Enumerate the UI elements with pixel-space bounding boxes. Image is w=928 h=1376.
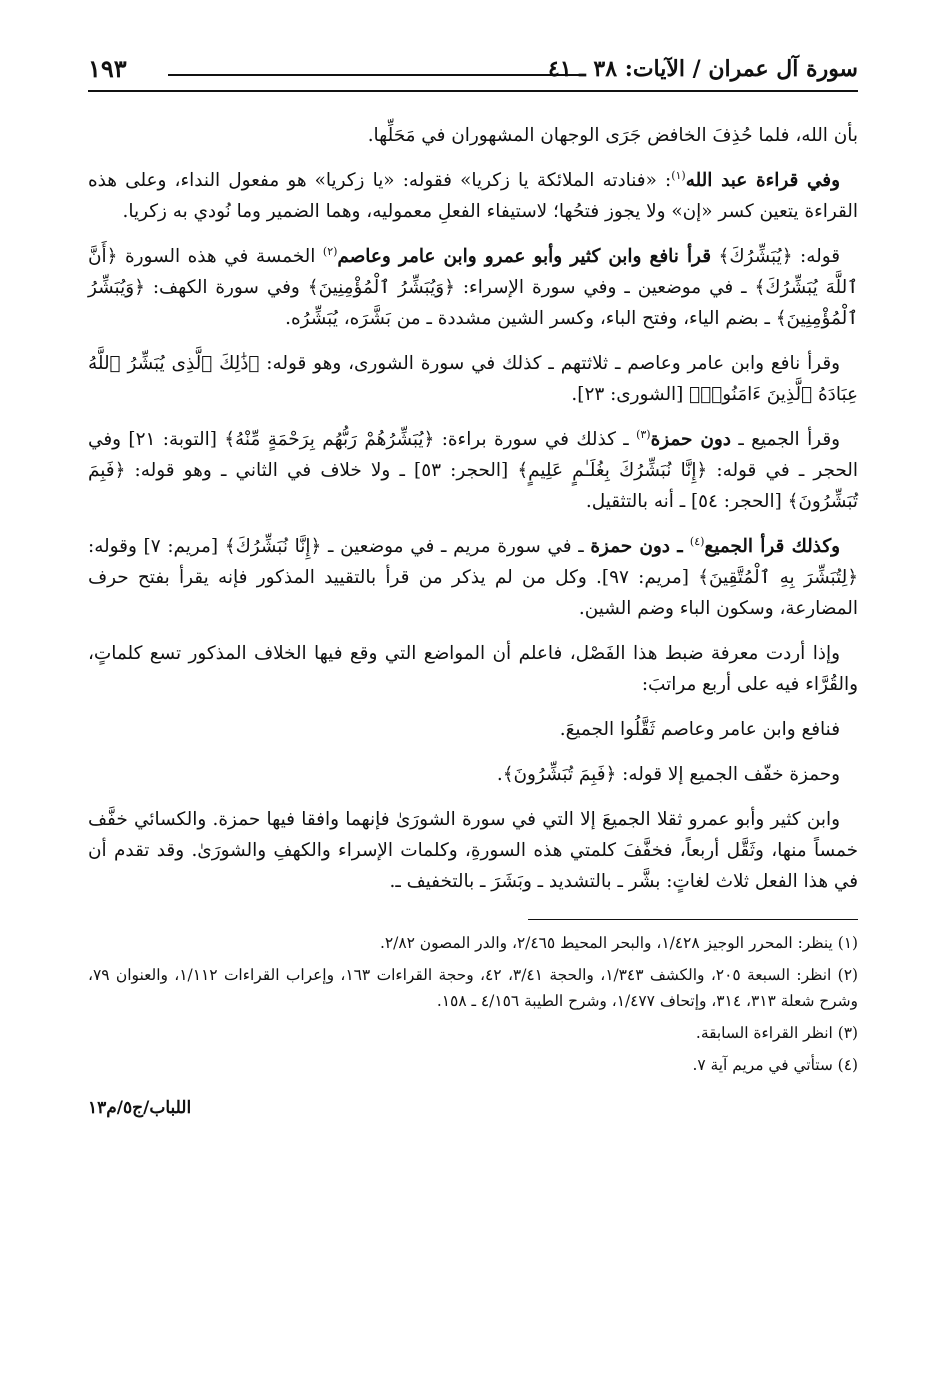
printer-signature: اللباب/ج٥/م١٣ — [88, 1098, 192, 1118]
paragraph-6-except: ـ دون حمزة — [590, 536, 690, 557]
footnote-divider — [528, 919, 858, 920]
header-rule — [168, 74, 586, 76]
paragraph-2 — [88, 165, 858, 227]
paragraph-3-text: الخمسة في هذه السورة ﴿أَنَّ ٱللَّهَ يُبَشِّرُكَ﴾ ـ في موضعين ـ وفي سورة الإسراء: ﴿وَيُبَشِّرُ ٱلْمُؤْمِنِينَ﴾ وفي سورة الكهف: ﴿وَيُبَشِّرُ ٱلْمُؤْمِنِينَ﴾ ـ بضم الياء، وفتح الباء، وكسر الشين مشددة ـ من بَشَّرَه، يُبَشِّرُه. — [88, 246, 858, 329]
footnote-3: (٣) انظر القراءة السابقة. — [695, 1024, 858, 1042]
paragraph-3 — [88, 241, 858, 334]
paragraph-6 — [88, 531, 858, 624]
paragraph-4: وقرأ نافع وابن عامر وعاصم ـ ثلاثتهم ـ كذلك في سورة الشورى، وهو قوله: ﴿ذَٰلِكَ ٱلَّذِى يُبَشِّرُ ٱللَّهُ عِبَادَهُ ٱلَّذِينَ ءَامَنُوا۟﴾ [الشورى: ٢٣]. — [88, 353, 858, 405]
footnote-ref-2: (٢) — [322, 244, 338, 258]
paragraph-2-lead: وفي قراءة عبد الله — [685, 170, 840, 191]
paragraph-6-text: ـ في سورة مريم ـ في موضعين ـ ﴿إِنَّا نُبَشِّرُكَ﴾ [مريم: ٧] وقوله: ﴿لِتُبَشِّرَ بِهِ ٱلْمُتَّقِينَ﴾ [مريم: ٩٧]. وكل من لم يذكر من قرأ بالتقييد المذكور فإنه يقرأ بفتح حرف المضارعة، وسكون الباء وضم الشين. — [88, 536, 858, 619]
paragraph-7: وإذا أردت معرفة ضبط هذا الفَصْل، فاعلم أن المواضع التي وقع فيها الخلاف المذكور تسع كلماتٍ، والقُرَّاء فيه على أربع مراتبَ: — [88, 643, 858, 695]
paragraph-2-text: : «فنادته الملائكة يا زكريا» فقوله: «يا زكريا» هو مفعول النداء، وعلى هذه القراءة يتعين كسر «إن» ولا يجوز فتحُها؛ لاستيفاء الفعلِ معموليه، وهما الضمير وما نُودي به زكريا. — [88, 170, 858, 222]
paragraph-5-except: دون حمزة — [650, 429, 731, 450]
page-number: ١٩٣ — [88, 54, 127, 83]
paragraph-5-text: ـ كذلك في سورة براءة: ﴿يُبَشِّرُهُمْ رَبُّهُم بِرَحْمَةٍ مِّنْهُ﴾ [التوبة: ٢١] وفي الحجر ـ في قوله: ﴿إِنَّا نُبَشِّرُكَ بِغُلَـٰمٍ عَلِيمٍ﴾ [الحجر: ٥٣] ـ ولا خلاف في الثاني ـ وهو قوله: ﴿فَبِمَ تُبَشِّرُونَ﴾ [الحجر: ٥٤] ـ أنه بالتثقيل. — [88, 429, 858, 512]
running-header — [88, 52, 858, 92]
paragraph-9: وحمزة خفّف الجميع إلا قوله: ﴿فَبِمَ تُبَشِّرُونَ﴾. — [496, 764, 840, 785]
footnote-ref-4: (٤) — [689, 534, 705, 548]
paragraph-3-quote: قوله: ﴿يُبَشِّرُكَ﴾ — [711, 246, 840, 267]
paragraph-5-lead: وقرأ الجميع ـ — [730, 429, 840, 450]
footnote-1: (١) ينظر: المحرر الوجيز ١/٤٢٨، والبحر المحيط ٢/٤٦٥، والدر المصون ٢/٨٢. — [379, 934, 858, 952]
paragraph-3-readers: قرأ نافع وابن كثير وأبو عمرو وابن عامر وعاصم — [337, 246, 711, 267]
main-text — [88, 120, 858, 897]
paragraph-6-lead: وكذلك قرأ الجميع — [704, 536, 840, 557]
header-title: سورة آل عمران / الآيات: ٣٨ ـ ٤١ — [548, 56, 858, 82]
footnotes — [88, 930, 858, 1078]
paragraph-1: بأن الله، فلما حُذِفَ الخافض جَرَى الوجهان المشهوران في مَحَلِّها. — [367, 125, 858, 146]
footnote-ref-3: (٣) — [636, 427, 651, 441]
paragraph-8: فنافع وابن عامر وعاصم ثَقَّلُوا الجميعَ. — [559, 719, 840, 740]
page — [88, 52, 858, 1118]
paragraph-10: وابن كثير وأبو عمرو ثقلا الجميعَ إلا التي في سورة الشورَىٰ فإنهما وافقا فيها حمزة. والكسائي خفَّف خمساً منها، وثَقَّل أربعاً، فخفَّفَ كلمتي هذه السورةِ، وكلمات الإسراء والكهفِ والشورَىٰ. وقد تقدم أن في هذا الفعل ثلاث لغاتٍ: بشَّر ـ بالتشديد ـ وبَشَرَ ـ بالتخفيف ـ. — [88, 809, 858, 892]
footnote-2: (٢) انظر: السبعة ٢٠٥، والكشف ١/٣٤٣، والحجة ٣/٤١، ٤٢، وحجة القراءات ١٦٣، وإعراب القراءات ١/١١٢، والعنوان ٧٩، وشرح شعلة ٣١٣، ٣١٤، وإتحاف ١/٤٧٧، وشرح الطيبة ٤/١٥٦ ـ ١٥٨. — [88, 966, 858, 1010]
paragraph-5 — [88, 424, 858, 517]
footnote-4: (٤) ستأتي في مريم آية ٧. — [692, 1056, 858, 1074]
footnote-ref-1: (١) — [671, 168, 686, 182]
